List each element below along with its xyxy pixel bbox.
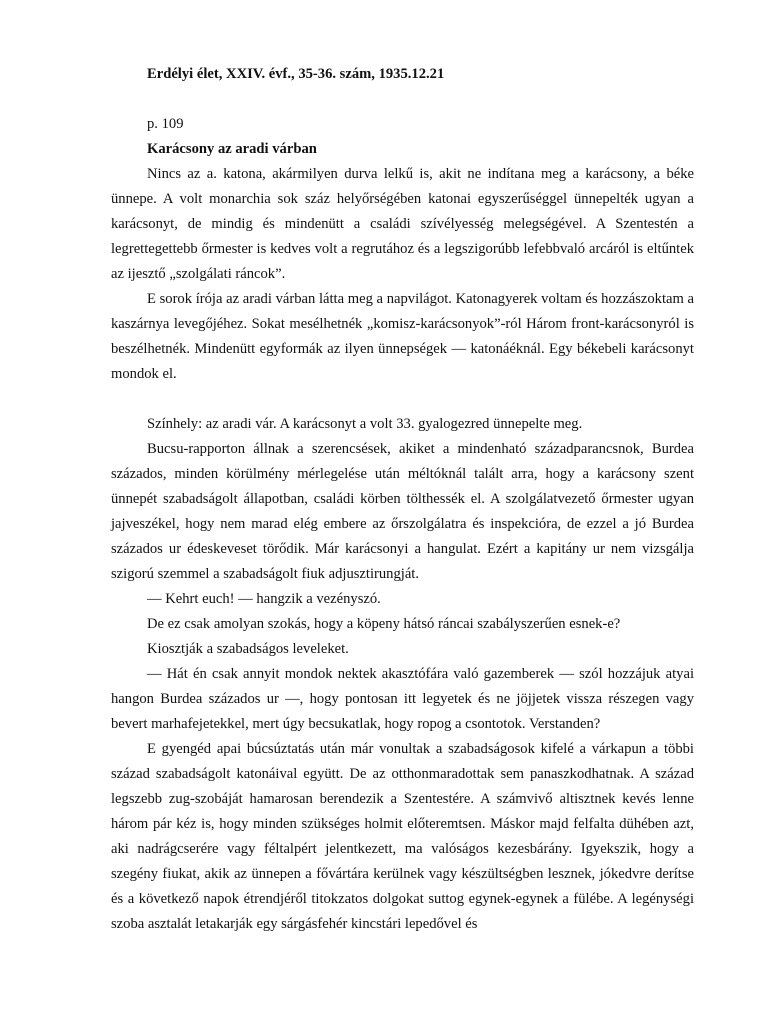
paragraph: Nincs az a. katona, akármilyen durva lelkű is, akit ne indítana meg a karácsony, a béke ünnepe. A volt monarchia sok száz helyőrségében katonai egyszerűséggel ünnepelték ugyan a karácsonyt, de mindig és mindenütt a családi szívélyesség melegségével. A Szentestén a legrettegettebb őrmester is kedves volt a regrutához és a legszigorúbb lefebbvaló arcáról is eltűntek az ijesztő „szolgálati ráncok”. (111, 166, 694, 282)
paragraph: Színhely: az aradi vár. A karácsonyt a volt 33. gyalogezred ünnepelte meg. (147, 416, 583, 432)
body-section-1 (111, 162, 694, 387)
paragraph: De ez csak amolyan szokás, hogy a köpeny hátsó ráncai szabályszerűen esnek-e? (147, 616, 621, 632)
paragraph: E sorok írója az aradi várban látta meg a napvilágot. Katonagyerek voltam és hozzászoktam a kaszárnya levegőjéhez. Sokat mesélhetnék „komisz-karácsonyok”-ról Három front-karácsonyról is beszélhetnék. Mindenütt egyformák az ilyen ünnepségek — katonáéknál. Egy békebeli karácsonyt mondok el. (111, 291, 694, 382)
section-gap (111, 387, 694, 412)
paragraph: Bucsu-rapporton állnak a szerencsések, akiket a mindenható századparancsnok, Burdea százados, minden körülmény mérlegelése után méltóknál talált arra, hogy a karácsony szent ünnepét szabadságolt állapotban, családi körben tölthessék el. A szolgálatvezető őrmester ugyan jajveszékel, hogy nem marad elég embere az őrszolgálatra és inspekcióra, de ezzel a jó Burdea százados ur édeskeveset törődik. Már karácsonyi a hangulat. Ezért a kapitány ur nem vizsgálja szigorú szemmel a szabadságolt fiuk adjusztirungját. (111, 441, 694, 582)
paragraph: — Hát én csak annyit mondok nektek akasztófára való gazemberek — szól hozzájuk atyai hangon Burdea százados ur —, hogy pontosan itt legyetek és ne jöjjetek vissza részegen vagy bevert marhafejetekkel, mert úgy becsukatlak, hogy ropog a csontotok. Verstanden? (111, 666, 694, 732)
body-section-2 (111, 412, 694, 937)
page-number: p. 109 (147, 116, 184, 132)
document-page (111, 62, 694, 937)
paragraph: E gyengéd apai búcsúztatás után már vonultak a szabadságosok kifelé a várkapun a többi század szabadságolt katonáival együtt. De az otthonmaradottak sem panaszkodhatnak. A század legszebb zug-szobáját hamarosan berendezik a Szentestére. A számvivő altisztnek kevés lenne három pár kéz is, hogy minden szükséges holmit előteremtsen. Máskor majd felfalta dühében azt, aki nadrágcserére vagy féltalpért jelentkezett, ma valóságos kezesbárány. Igyekszik, hogy a szegény fiukat, akik az ünnepen a fővártára kerülnek vagy készültségben lesznek, jókedvre derítse és a következő napok étrendjéről titokzatos dolgokat suttog egynek-egynek a fülébe. A legénységi szoba asztalát letakarják egy sárgásfehér kincstári lepedővel és (111, 741, 694, 932)
publication-header: Erdélyi élet, XXIV. évf., 35-36. szám, 1935.12.21 (147, 66, 445, 82)
paragraph: — Kehrt euch! — hangzik a vezényszó. (147, 591, 381, 607)
article-title: Karácsony az aradi várban (147, 141, 317, 157)
paragraph: Kiosztják a szabadságos leveleket. (147, 641, 349, 657)
